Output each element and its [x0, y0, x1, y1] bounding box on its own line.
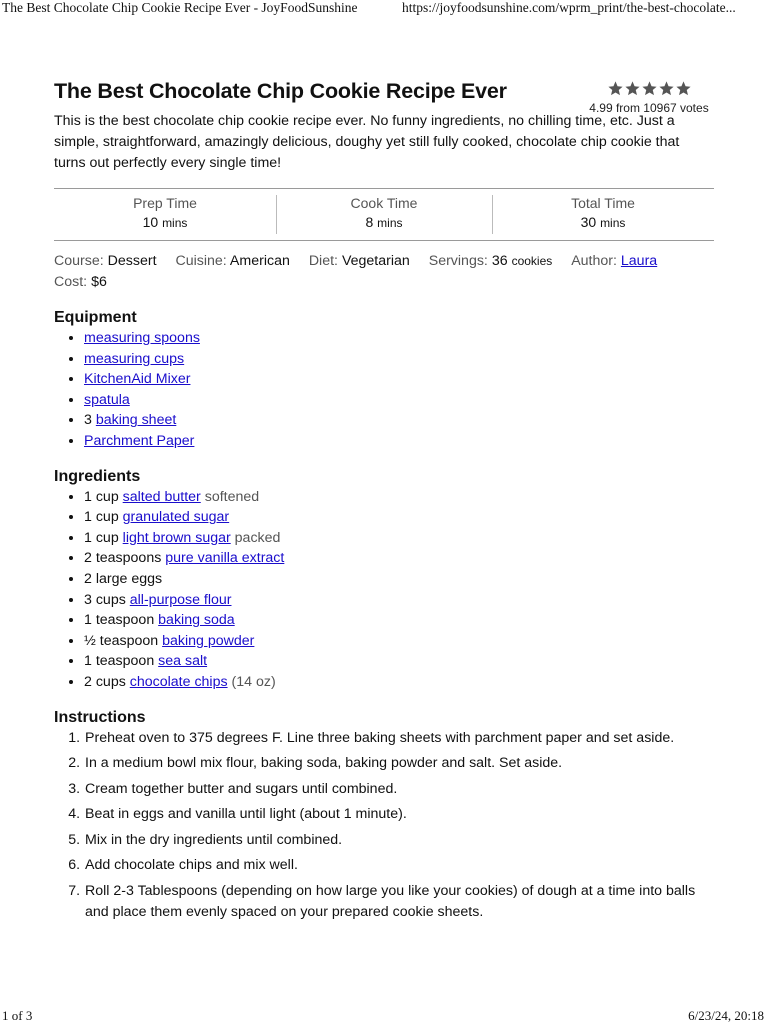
ingredient-link[interactable]: granulated sugar [122, 509, 230, 526]
ingredient-note: packed [234, 529, 281, 546]
ingredient-item [84, 590, 714, 611]
time-unit: mins [600, 216, 626, 230]
instructions-section [54, 708, 714, 923]
meta-label: Cuisine: [175, 253, 227, 269]
ingredient-link[interactable]: salted butter [122, 488, 201, 505]
print-header-title: The Best Chocolate Chip Cookie Recipe Ever - JoyFoodSunshine [2, 0, 358, 15]
time-amount: 10 [142, 214, 159, 230]
ingredients-section [54, 467, 714, 693]
ingredient-link[interactable]: chocolate chips [129, 673, 228, 690]
recipe-times [54, 188, 714, 241]
time-block-prep [54, 189, 276, 240]
recipe-rating [584, 80, 714, 115]
recipe-title: The Best Chocolate Chip Cookie Recipe Ever [54, 79, 507, 103]
instruction-step: 1. Preheat oven to 375 degrees F. Line three baking sheets with parchment paper and set aside. [84, 728, 714, 749]
author-link[interactable]: Laura [620, 253, 658, 269]
meta-unit: cookies [511, 254, 553, 268]
meta-value: $6 [91, 274, 107, 290]
instruction-step: 4. Beat in eggs and vanilla until light (about 1 minute). [84, 804, 714, 825]
section-heading: Ingredients [54, 467, 141, 485]
time-block-cook [276, 189, 492, 240]
ingredient-amount: ½ teaspoon [84, 632, 159, 649]
equipment-item [84, 410, 714, 431]
meta-diet [309, 251, 410, 272]
ingredient-item [84, 631, 714, 652]
star-icon [607, 80, 624, 100]
meta-label: Course: [54, 253, 104, 269]
section-heading: Equipment [54, 309, 137, 326]
meta-author [571, 251, 657, 272]
ingredient-link[interactable]: all-purpose flour [129, 591, 232, 608]
ingredient-item [84, 487, 714, 508]
print-header-url: https://joyfoodsunshine.com/wprm_print/the-best-chocolate... [402, 0, 736, 15]
ingredient-note: softened [204, 488, 260, 505]
equipment-item [84, 431, 714, 452]
star-icon [624, 80, 641, 100]
equipment-item [84, 349, 714, 370]
ingredient-item [84, 672, 714, 693]
print-datetime: 6/23/24, 20:18 [688, 1008, 764, 1023]
time-label: Total Time [571, 195, 635, 211]
instruction-list [54, 728, 714, 923]
equipment-link[interactable]: measuring cups [84, 350, 185, 367]
page-number: 1 of 3 [2, 1008, 33, 1023]
instruction-step: 3. Cream together butter and sugars until combined. [84, 779, 714, 800]
meta-label: Cost: [54, 274, 88, 290]
ingredient-note: (14 oz) [231, 673, 276, 690]
ingredient-link[interactable]: pure vanilla extract [165, 550, 285, 567]
ingredient-item [84, 507, 714, 528]
meta-value: Vegetarian [341, 253, 410, 269]
ingredient-amount: 3 cups [84, 591, 126, 608]
meta-label: Diet: [308, 253, 338, 269]
recipe-meta [54, 251, 714, 293]
equipment-item [84, 390, 714, 411]
instruction-step: 6. Add chocolate chips and mix well. [84, 855, 714, 876]
meta-servings [429, 251, 553, 272]
time-amount: 8 [365, 214, 374, 230]
ingredient-amount: 2 large eggs [84, 570, 163, 587]
time-value [54, 212, 276, 233]
rating-text: 4.99 from 10967 votes [589, 101, 709, 115]
meta-value: 36 [491, 253, 508, 269]
time-value [276, 212, 492, 233]
equipment-item [84, 369, 714, 390]
ingredient-item [84, 548, 714, 569]
ingredient-amount: 2 teaspoons [84, 550, 162, 567]
meta-course [54, 251, 157, 272]
ingredient-amount: 2 cups [84, 673, 126, 690]
star-icon [675, 80, 692, 100]
equipment-link[interactable]: baking sheet [95, 412, 177, 429]
time-block-total [492, 189, 714, 240]
equipment-section [54, 308, 714, 452]
ingredient-list [54, 487, 714, 693]
ingredient-item [84, 528, 714, 549]
ingredient-amount: 1 cup [84, 488, 119, 505]
ingredient-item [84, 569, 714, 590]
instruction-step: 7. Roll 2-3 Tablespoons (depending on how large you like your cookies) of dough at a time into balls and place them evenly spaced on your prepared cookie sheets. [84, 881, 714, 923]
equipment-link[interactable]: measuring spoons [84, 330, 200, 346]
equipment-qty: 3 [84, 412, 92, 429]
ingredient-link[interactable]: sea salt [158, 653, 208, 670]
star-icon [641, 80, 658, 100]
time-value [492, 212, 714, 233]
print-header [0, 0, 768, 18]
recipe-summary [54, 111, 714, 174]
ingredient-link[interactable]: baking powder [162, 632, 255, 649]
recipe-card [54, 76, 714, 927]
time-label: Prep Time [133, 195, 197, 211]
ingredient-item [84, 651, 714, 672]
equipment-link[interactable]: KitchenAid Mixer [84, 371, 191, 388]
time-unit: mins [377, 216, 403, 230]
star-icon [658, 80, 675, 100]
equipment-list [54, 328, 714, 452]
time-unit: mins [162, 216, 188, 230]
time-label: Cook Time [350, 195, 418, 211]
meta-label: Author: [571, 253, 617, 269]
meta-cuisine [175, 251, 289, 272]
equipment-link[interactable]: Parchment Paper [84, 432, 195, 449]
meta-value: Dessert [107, 253, 157, 269]
ingredient-amount: 1 cup [84, 529, 119, 546]
instruction-step: 2. In a medium bowl mix flour, baking soda, baking powder and salt. Set aside. [84, 753, 714, 774]
ingredient-amount: 1 cup [84, 509, 119, 526]
ingredient-amount: 1 teaspoon [84, 612, 155, 629]
equipment-item [84, 328, 714, 349]
section-heading: Instructions [54, 708, 146, 726]
meta-value: American [229, 253, 290, 269]
meta-label: Servings: [428, 253, 488, 269]
instruction-step: 5. Mix in the dry ingredients until combined. [84, 830, 714, 851]
summary-text: This is the best chocolate chip cookie recipe ever. No funny ingredients, no chilling time, etc. Just a simple, straightforward, amazingly delicious, doughy yet still fully cooked, chocolate chip cookie that turns out perfectly every single time! [54, 113, 680, 171]
ingredient-amount: 1 teaspoon [84, 653, 155, 670]
ingredient-link[interactable]: baking soda [158, 612, 235, 629]
ingredient-item [84, 610, 714, 631]
equipment-link[interactable]: spatula [84, 391, 130, 408]
time-amount: 30 [580, 214, 597, 230]
print-footer [0, 1008, 768, 1024]
ingredient-link[interactable]: light brown sugar [122, 529, 231, 546]
rating-stars [584, 80, 714, 100]
meta-cost [54, 272, 107, 293]
